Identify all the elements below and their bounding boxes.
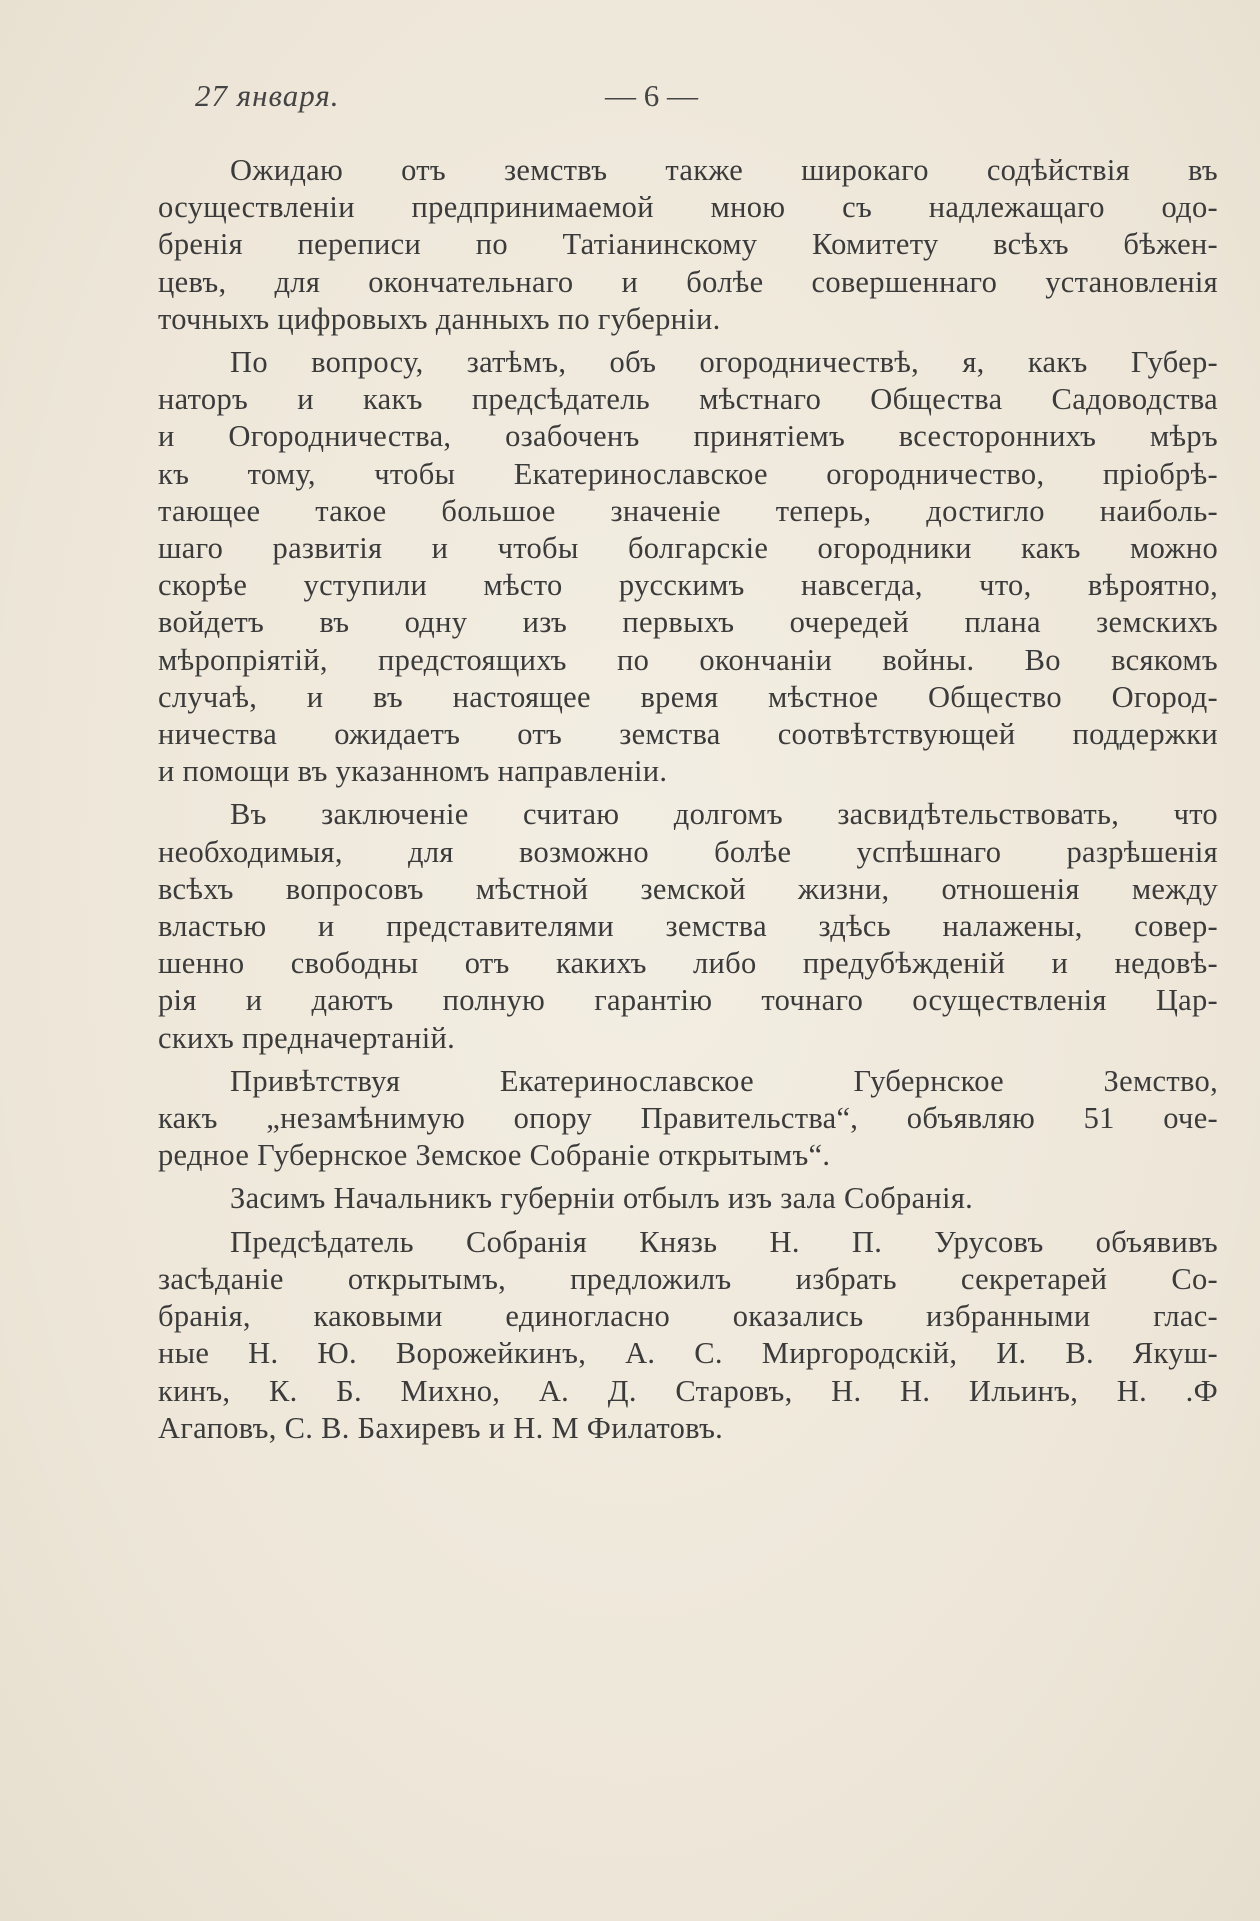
page-header <box>195 78 1095 128</box>
text-line: шенно свободны отъ какихъ либо предубѣжденій и недовѣ- <box>158 946 1218 981</box>
text-line: засѣданіе открытымъ, предложилъ избрать секретарей Со- <box>158 1261 1218 1296</box>
text-line: къ тому, чтобы Екатеринославское огородничество, пріобрѣ- <box>158 456 1218 491</box>
text-line: бранія, каковыми единогласно оказались избранными глас- <box>158 1299 1218 1334</box>
text-line: мѣропріятій, предстоящихъ по окончаніи войны. Во всякомъ <box>158 642 1218 677</box>
text-line: ные Н. Ю. Ворожейкинъ, А. С. Миргородскій, И. В. Якуш- <box>158 1336 1218 1371</box>
text-line: наторъ и какъ предсѣдатель мѣстнаго Общества Садоводства <box>158 382 1218 417</box>
text-line: Предсѣдатель Собранія Князь Н. П. Урусовъ объявивъ <box>230 1224 1218 1259</box>
paragraph <box>158 1224 1218 1447</box>
text-line: и Огородничества, озабоченъ принятіемъ всестороннихъ мѣръ <box>158 419 1218 454</box>
text-line: По вопросу, затѣмъ, объ огородничествѣ, я, какъ Губер- <box>230 345 1218 380</box>
text-line: войдетъ въ одну изъ первыхъ очередей плана земскихъ <box>158 605 1218 640</box>
text-line: Ожидаю отъ земствъ также широкаго содѣйствія въ <box>230 153 1218 187</box>
text-line: осуществленіи предпринимаемой мною съ надлежащаго одо- <box>158 190 1218 225</box>
text-line: скихъ предначертаній. <box>158 1020 456 1055</box>
text-line: и помощи въ указанномъ направленіи. <box>158 754 668 789</box>
text-line: тающее такое большое значеніе теперь, достигло наиболь- <box>158 493 1218 528</box>
text-line: ничества ожидаетъ отъ земства соотвѣтствующей поддержки <box>158 717 1218 752</box>
text-line: цевъ, для окончательнаго и болѣе совершеннаго установленія <box>158 264 1218 299</box>
paragraph <box>158 1063 1218 1175</box>
text-line: необходимыя, для возможно болѣе успѣшнаго разрѣшенія <box>158 834 1218 869</box>
running-header-date: 27 января. <box>195 78 340 113</box>
text-line: Агаповъ, С. В. Бахиревъ и Н. М Филатовъ. <box>158 1410 724 1445</box>
text-line: властью и представителями земства здѣсь налажены, совер- <box>158 909 1218 944</box>
text-line: скорѣе уступили мѣсто русскимъ навсегда, что, вѣроятно, <box>158 568 1218 603</box>
text-line: бренія переписи по Татіанинскому Комитету всѣхъ бѣжен- <box>158 227 1218 262</box>
paragraph <box>158 344 1218 790</box>
text-line: редное Губернское Земское Собраніе открытымъ“. <box>158 1138 831 1173</box>
paragraph <box>158 152 1218 338</box>
body-text <box>158 152 1218 1453</box>
text-line: всѣхъ вопросовъ мѣстной земской жизни, отношенія между <box>158 871 1218 906</box>
text-line: Въ заключеніе считаю долгомъ засвидѣтельствовать, что <box>230 797 1218 832</box>
text-line: шаго развитія и чтобы болгарскіе огородники какъ можно <box>158 531 1218 566</box>
text-line: кинъ, К. Б. Михно, А. Д. Старовъ, Н. Н. Ильинъ, Н. .Ф <box>158 1373 1218 1408</box>
text-line: Засимъ Начальникъ губерніи отбылъ изъ зала Собранія. <box>230 1181 974 1216</box>
text-line: точныхъ цифровыхъ данныхъ по губерніи. <box>158 301 721 336</box>
page-number: — 6 — <box>605 78 698 113</box>
text-line: Привѣтствуя Екатеринославское Губернское Земство, <box>230 1063 1218 1098</box>
text-line: какъ „незамѣнимую опору Правительства“, объявляю 51 оче- <box>158 1101 1218 1136</box>
text-line: рія и даютъ полную гарантію точнаго осуществленія Цар- <box>158 983 1218 1018</box>
paragraph <box>158 796 1218 1056</box>
paragraph <box>158 1180 1218 1217</box>
text-line: случаѣ, и въ настоящее время мѣстное Общество Огород- <box>158 679 1218 714</box>
